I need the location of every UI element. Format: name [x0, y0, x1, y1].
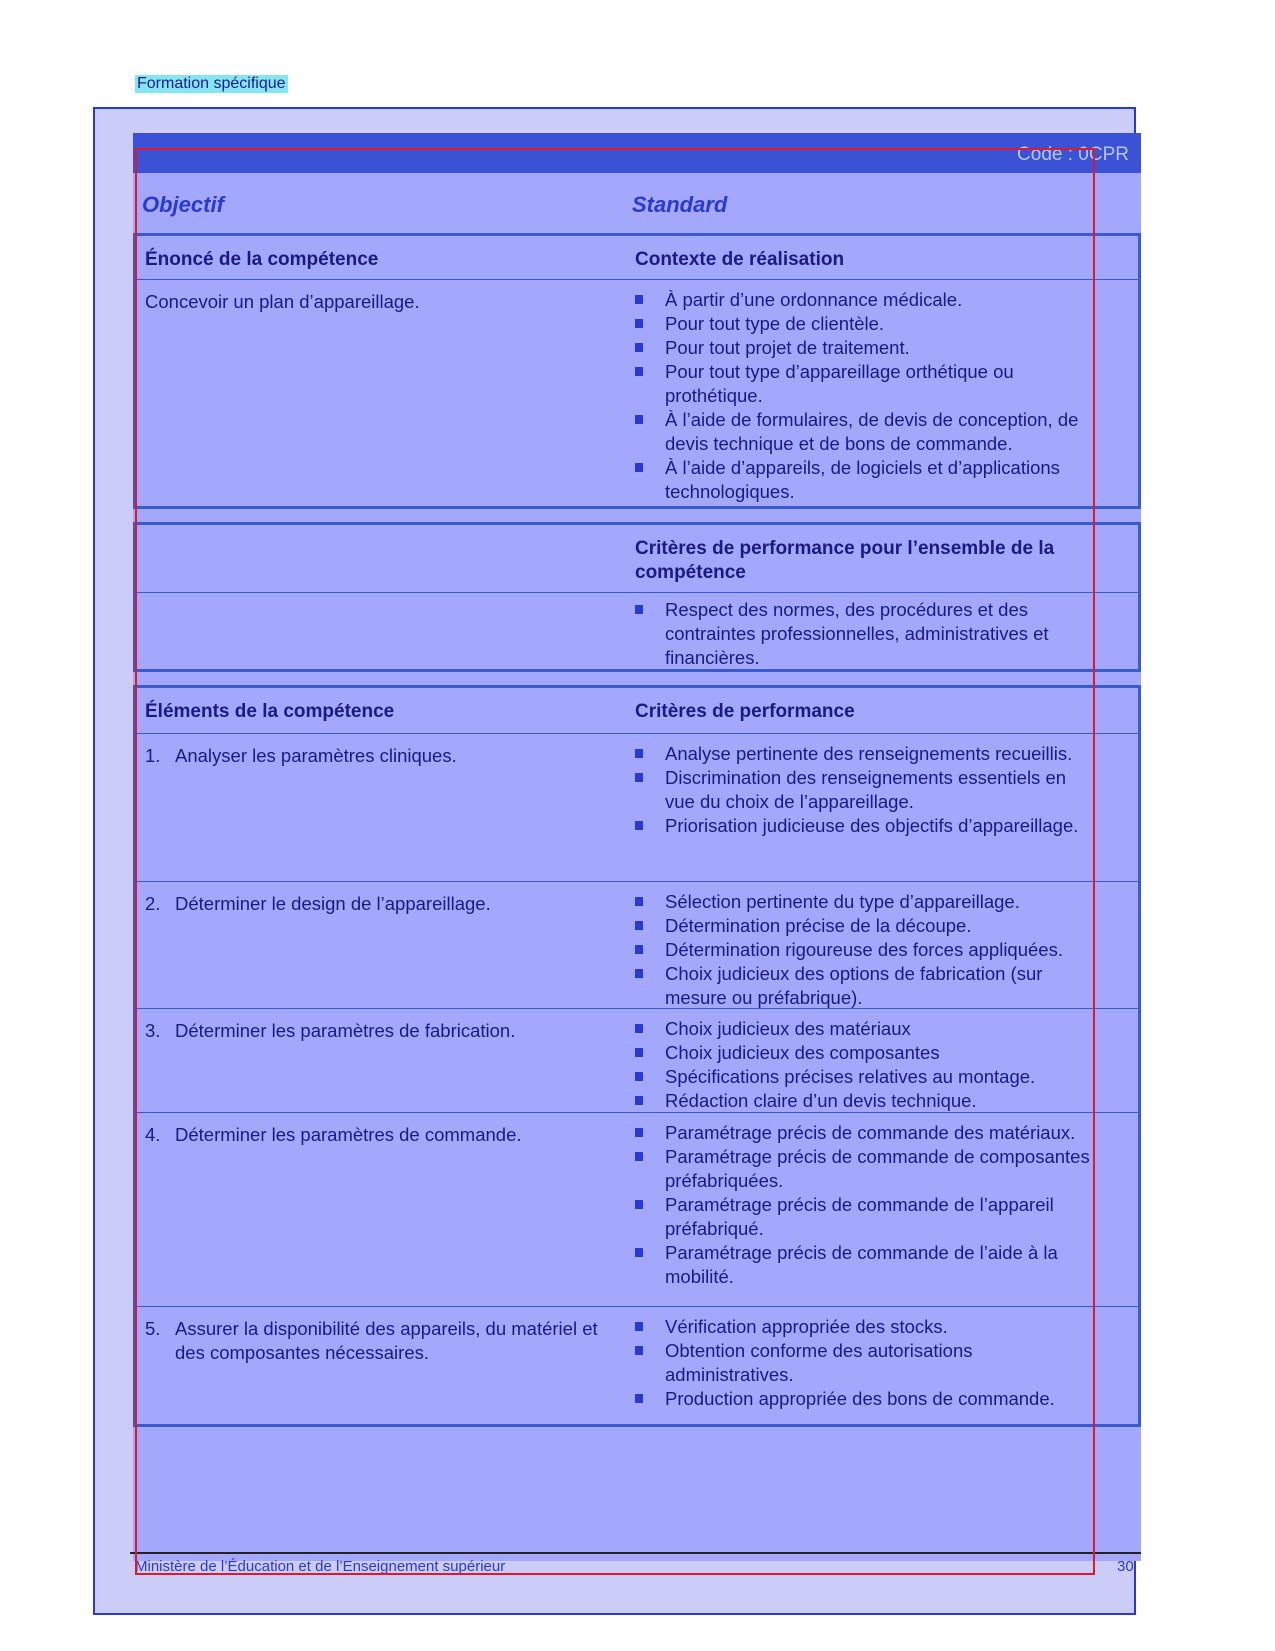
context-item-text: À l’aide de formulaires, de devis de conception, de devis technique et de bons de commande.: [665, 409, 1079, 454]
global-criterion-text: Respect des normes, des procédures et des contraintes professionnelles, administratives et financières.: [665, 599, 1049, 668]
objective-heading: Objectif: [142, 192, 224, 217]
running-header: Formation spécifique: [137, 75, 286, 92]
criterion-item-text: Analyse pertinente des renseignements recueillis.: [665, 743, 1073, 764]
competence-statement-header: Énoncé de la compétence: [145, 249, 379, 270]
criterion-item-text: Choix judicieux des matériaux: [665, 1018, 911, 1039]
competence-statement: Concevoir un plan d’appareillage.: [145, 291, 420, 312]
criterion-item-text: Vérification appropriée des stocks.: [665, 1316, 948, 1337]
element-number: 5.: [145, 1318, 161, 1339]
context-item-text: Pour tout projet de traitement.: [665, 337, 910, 358]
element-number: 2.: [145, 893, 161, 914]
criterion-item-text: Discrimination des renseignements essentiels en vue du choix de l’appareillage.: [665, 767, 1067, 812]
context-item-text: À l’aide d’appareils, de logiciels et d’applications technologiques.: [665, 457, 1060, 502]
criterion-item-text: Paramétrage précis de commande des matériaux.: [665, 1122, 1076, 1143]
criterion-item-text: Choix judicieux des options de fabrication (sur mesure ou préfabrique).: [665, 963, 1043, 1008]
highlight-frame: [135, 148, 1095, 1575]
elements-header: Éléments de la compétence: [145, 701, 395, 722]
footer-ministry: Ministère de l’Éducation et de l’Enseignement supérieur: [135, 1558, 506, 1575]
criteria-header: Critères de performance: [635, 701, 855, 722]
element-label: Assurer la disponibilité des appareils, du matériel et des composantes nécessaires.: [175, 1318, 598, 1363]
criterion-item-text: Paramétrage précis de commande de l’aide à la mobilité.: [665, 1242, 1058, 1287]
element-label: Analyser les paramètres cliniques.: [175, 745, 457, 766]
criterion-item-text: Production appropriée des bons de commande.: [665, 1388, 1055, 1409]
element-number: 1.: [145, 745, 161, 766]
criterion-item-text: Paramétrage précis de commande de composantes préfabriquées.: [665, 1146, 1090, 1191]
criterion-item-text: Spécifications précises relatives au montage.: [665, 1066, 1036, 1087]
criterion-item-text: Paramétrage précis de commande de l’appareil préfabriqué.: [665, 1194, 1054, 1239]
criterion-item-text: Détermination rigoureuse des forces appliquées.: [665, 939, 1063, 960]
element-number: 4.: [145, 1124, 161, 1145]
element-label: Déterminer les paramètres de commande.: [175, 1124, 522, 1145]
element-label: Déterminer les paramètres de fabrication.: [175, 1020, 516, 1041]
competency-code: Code : 0CPR: [1017, 144, 1129, 165]
criterion-item-text: Obtention conforme des autorisations administratives.: [665, 1340, 973, 1385]
element-label: Déterminer le design de l’appareillage.: [175, 893, 491, 914]
context-item-text: À partir d’une ordonnance médicale.: [665, 289, 963, 310]
criterion-item-text: Rédaction claire d’un devis technique.: [665, 1090, 977, 1111]
criterion-item-text: Sélection pertinente du type d’appareillage.: [665, 891, 1020, 912]
standard-heading: Standard: [632, 192, 728, 217]
page-number: 30: [1117, 1558, 1134, 1575]
criterion-item-text: Détermination précise de la découpe.: [665, 915, 972, 936]
criterion-item-text: Choix judicieux des composantes: [665, 1042, 940, 1063]
context-header: Contexte de réalisation: [635, 249, 845, 270]
element-number: 3.: [145, 1020, 161, 1041]
context-item-text: Pour tout type de clientèle.: [665, 313, 885, 334]
context-item-text: Pour tout type d’appareillage orthétique ou prothétique.: [665, 361, 1014, 406]
criterion-item-text: Priorisation judicieuse des objectifs d’appareillage.: [665, 815, 1079, 836]
global-criteria-header: Critères de performance pour l’ensemble de la compétence: [635, 538, 1055, 583]
